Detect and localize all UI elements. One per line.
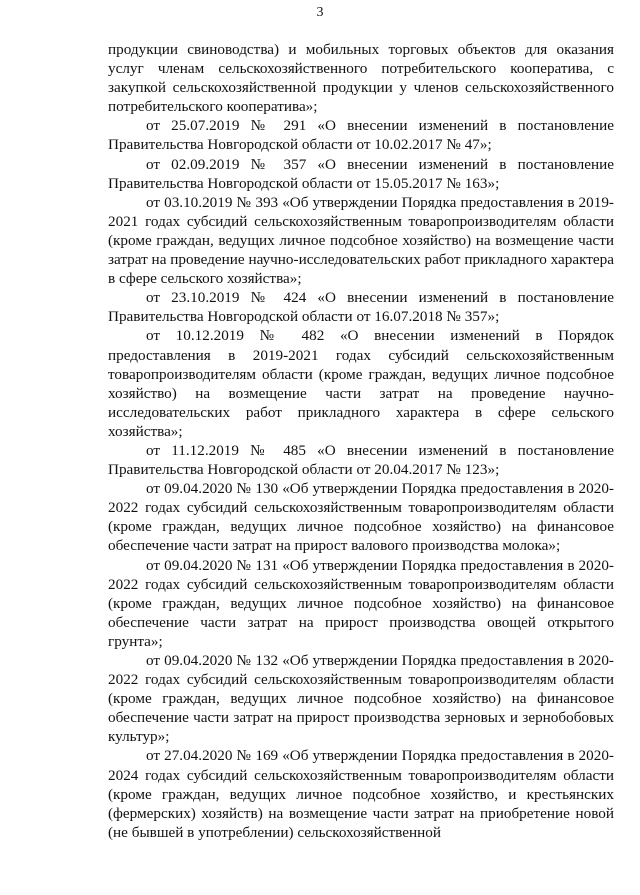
paragraph-decree-482: от 10.12.2019 № 482 «О внесении изменений в Порядок предоставления в 2019-2021 годах субсидий сельскохозяйственным товаропроизводителям области (кроме граждан, ведущих личное подсобное хозяйство) на возмещение части затрат на проведение научно-исследовательских работ прикладного характера в сфере сельского хозяйства»; — [108, 327, 614, 440]
paragraph-decree-424: от 23.10.2019 № 424 «О внесении изменений в постановление Правительства Новгородской области от 16.07.2018 № 357»; — [108, 289, 614, 326]
page-number: 3 — [316, 5, 324, 20]
paragraph-decree-485: от 11.12.2019 № 485 «О внесении изменений в постановление Правительства Новгородской области от 20.04.2017 № 123»; — [108, 441, 614, 479]
paragraph-decree-393: от 03.10.2019 № 393 «Об утверждении Порядка предоставления в 2019-2021 годах субсидий сельскохозяйственным товаропроизводителям области (кроме граждан, ведущих личное подсобное хозяйство) на возмещение части затрат на проведение научно-исследовательских работ прикладного характера в сфере сельского хозяйства»; — [108, 193, 614, 288]
paragraph-decree-132: от 09.04.2020 № 132 «Об утверждении Порядка предоставления в 2020-2022 годах субсидий сельскохозяйственным товаропроизводителям области (кроме граждан, ведущих личное подсобное хозяйство) на финансовое обеспечение части затрат на прирост производства зерновых и зернобобовых культур»; — [108, 652, 614, 746]
paragraph-decree-291: от 25.07.2019 № 291 «О внесении изменений в постановление Правительства Новгородской области от 10.02.2017 № 47»; — [108, 117, 614, 154]
document-body — [108, 40, 614, 842]
paragraph-continuation: продукции свиноводства) и мобильных торговых объектов для оказания услуг членам сельскохозяйственного потребительского кооператива, с закупкой сельскохозяйственной продукции у членов сельскохозяйственного потребительского кооператива»; — [108, 41, 614, 116]
paragraph-decree-130: от 09.04.2020 № 130 «Об утверждении Порядка предоставления в 2020-2022 годах субсидий сельскохозяйственным товаропроизводителям области (кроме граждан, ведущих личное подсобное хозяйство) на финансовое обеспечение части затрат на прирост валового производства молока»; — [108, 480, 614, 555]
paragraph-decree-169: от 27.04.2020 № 169 «Об утверждении Порядка предоставления в 2020-2024 годах субсидий сельскохозяйственным товаропроизводителям области (кроме граждан, ведущих личное подсобное хозяйство, и крестьянских (фермерских) хозяйств) на возмещение части затрат на приобретение новой (не бывшей в употреблении) сельскохозяйственной — [108, 747, 614, 841]
paragraph-decree-131: от 09.04.2020 № 131 «Об утверждении Порядка предоставления в 2020-2022 годах субсидий сельскохозяйственным товаропроизводителям области (кроме граждан, ведущих личное подсобное хозяйство) на финансовое обеспечение части затрат на прирост производства овощей открытого грунта»; — [108, 556, 614, 650]
paragraph-decree-357: от 02.09.2019 № 357 «О внесении изменений в постановление Правительства Новгородской области от 15.05.2017 № 163»; — [108, 155, 614, 192]
